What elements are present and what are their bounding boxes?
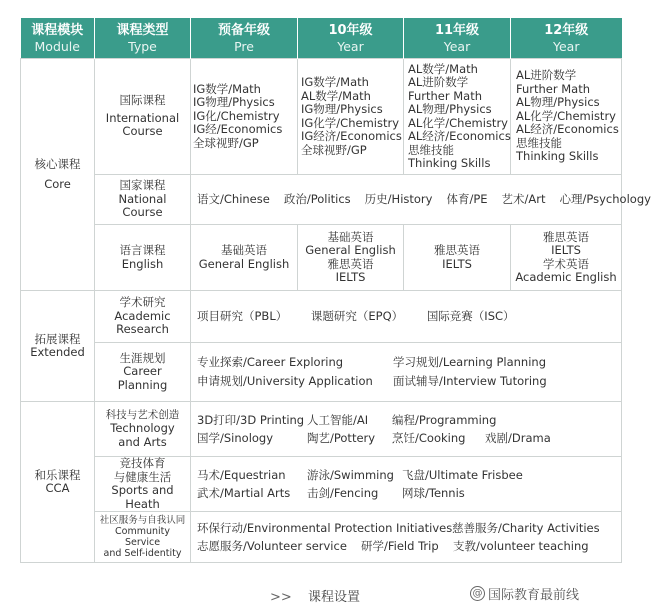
table-row [21,59,622,175]
header-year11: 11年级 Year [404,18,511,59]
table-row [21,402,622,457]
module-extended: 拓展课程 Extended [21,291,95,402]
tech-items-cell: 3D打印/3D Printing 人工智能/AI 编程/Programming 国学/Sinology 陶艺/Pottery 烹饪/Cooking 戏剧/Drama [191,402,622,457]
intl-year12-cell: AL进阶数学 Further Math AL物理/Physics AL化学/Chemistry AL经济/Economics 思维技能 Thinking Skills [511,59,622,175]
table-row [21,512,622,563]
type-career: 生涯规划 Career Planning [95,343,191,402]
intl-year11-cell: AL数学/Math AL进阶数学 Further Math AL物理/Physics AL化学/Chemistry AL经济/Economics 思维技能 Thinking Skills [404,59,511,175]
module-cca: 和乐课程 CCA [21,402,95,563]
header-module: 课程模块 Module [21,18,95,59]
curriculum-table [20,18,651,563]
type-tech-arts: 科技与艺术创造 Technology and Arts [95,402,191,457]
intl-pre-cell: IG数学/Math IG物理/Physics IG化/Chemistry IG经/Economics 全球视野/GP [191,59,298,175]
type-community-service: 社区服务与自我认同 Community Service and Self-identity [95,512,191,563]
watermark [470,584,579,603]
header-type: 课程类型 Type [95,18,191,59]
type-sports: 竞技体育 与健康生活 Sports and Heath [95,457,191,512]
header-row [21,18,622,59]
research-items-cell: 项目研究（PBL） 课题研究（EPQ） 国际竞赛（ISC） [191,291,622,343]
table-row [21,291,622,343]
table-row [21,457,622,512]
table-row [21,175,622,225]
module-core: 核心课程 Core [21,59,95,291]
lang-pre-cell: 基础英语 General English [191,225,298,291]
table-row [21,225,622,291]
footer-caption [270,586,360,605]
career-items-cell: 专业探索/Career Exploring 学习规划/Learning Planning 申请规划/University Application 面试辅导/Interview Tutoring [191,343,622,402]
header-year12: 12年级 Year [511,18,622,59]
watermark-text: 国际教育最前线 [488,588,580,603]
header-year10: 10年级 Year [298,18,404,59]
type-national: 国家课程 National Course [95,175,191,225]
double-arrow-icon: >> [270,590,292,605]
national-items-cell: 语文/Chinese 政治/Politics 历史/History 体育/PE 艺术/Art 心理/Psychology [191,175,622,225]
type-international: 国际课程 International Course [95,59,191,175]
type-research: 学术研究 Academic Research [95,291,191,343]
table-row [21,343,622,402]
intl-year10-cell: IG数学/Math AL数学/Math IG物理/Physics IG化学/Chemistry IG经济/Economics 全球视野/GP [298,59,404,175]
header-pre: 预备年级 Pre [191,18,298,59]
sports-items-cell: 马术/Equestrian 游泳/Swimming 飞盘/Ultimate Frisbee 武术/Martial Arts 击剑/Fencing 网球/Tennis [191,457,622,512]
type-language: 语言课程 English [95,225,191,291]
at-sign-icon: @ [470,586,485,601]
service-items-cell: 环保行动/Environmental Protection Initiatives慈善服务/Charity Activities 志愿服务/Volunteer service 研学/Field Trip 支教/volunteer teaching [191,512,622,563]
footer-label: 课程设置 [307,590,360,605]
lang-year10-cell: 基础英语 General English 雅思英语 IELTS [298,225,404,291]
lang-year11-cell: 雅思英语 IELTS [404,225,511,291]
lang-year12-cell: 雅思英语 IELTS 学术英语 Academic English [511,225,622,291]
